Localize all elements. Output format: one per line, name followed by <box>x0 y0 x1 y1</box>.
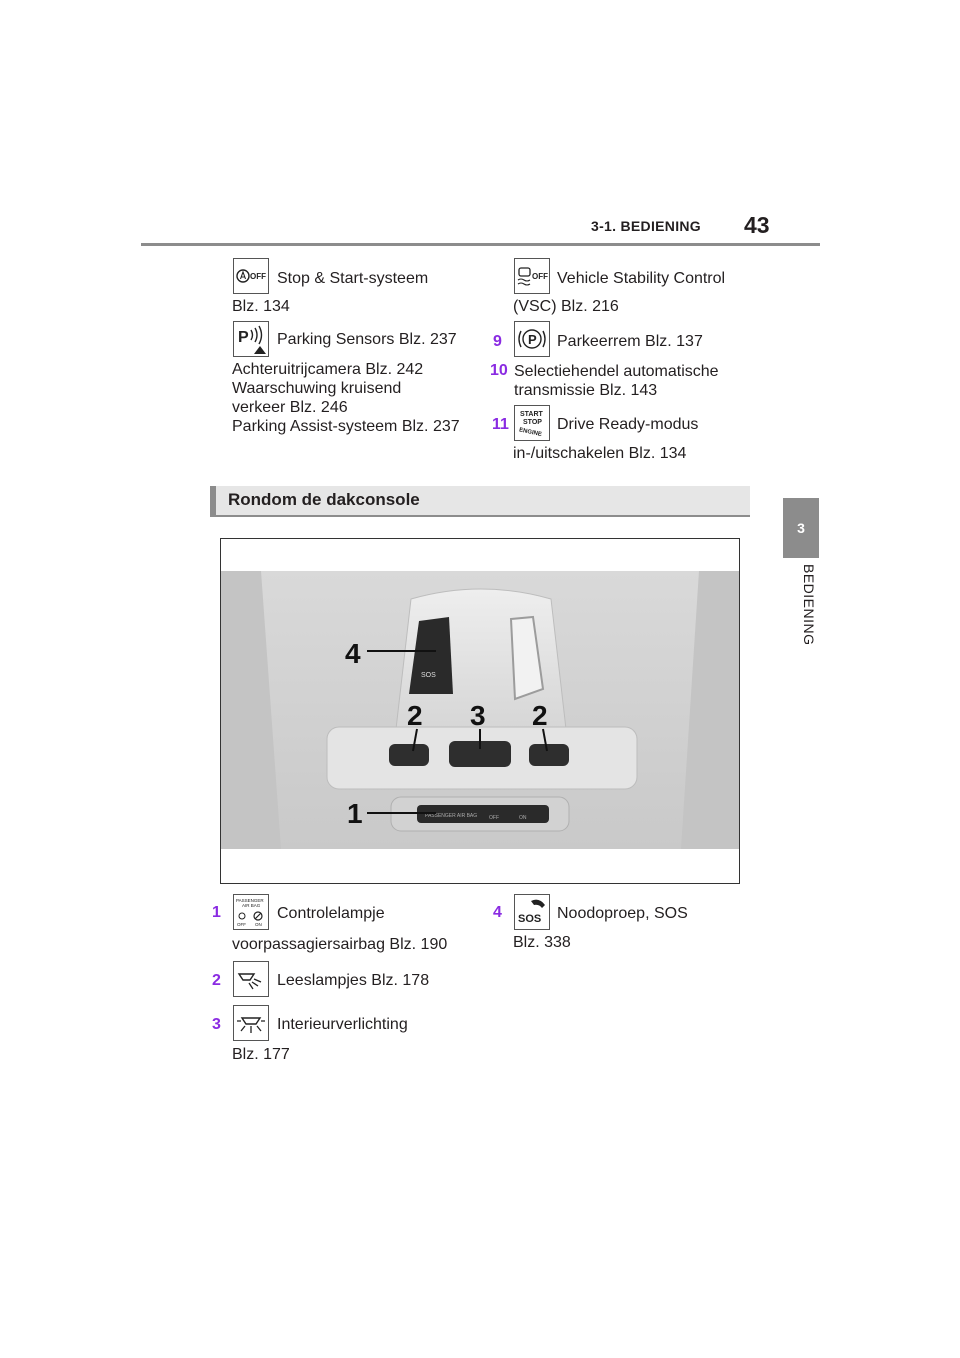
parking-brake-icon <box>514 321 550 357</box>
section-heading <box>210 486 750 516</box>
airbag-on-text: ON <box>519 815 527 821</box>
stop-text: STOP <box>523 419 542 426</box>
section-rule <box>210 515 750 517</box>
left-reading-lamp-button <box>389 744 429 766</box>
item-drive-ready-page: in-/uitschakelen Blz. 134 <box>513 445 687 462</box>
brake-p-text: P <box>528 332 537 347</box>
item-number-4: 4 <box>493 904 502 921</box>
item-number-9: 9 <box>493 333 502 350</box>
item-sos-title: Noodoproep, SOS <box>557 905 688 922</box>
auto-stop-start-off-icon <box>233 258 269 294</box>
chapter-tab-number: 3 <box>783 498 819 558</box>
a-off-text: OFF <box>250 272 266 281</box>
right-reading-lamp-button <box>529 744 569 766</box>
item-stop-start-page: Blz. 134 <box>232 298 290 315</box>
item-reading-lamp-title: Leeslampjes Blz. 178 <box>277 972 430 989</box>
page-number: 43 <box>744 212 770 238</box>
chapter-tab-label: BEDIENING <box>801 564 817 646</box>
icon-airbag-text: AIR BAG <box>242 903 261 908</box>
item-airbag-page: voorpassagiersairbag Blz. 190 <box>232 936 448 953</box>
sos-button-text: SOS <box>421 672 436 679</box>
parking-sensors-icon <box>233 321 269 357</box>
item-parking-brake-title: Parkeerrem Blz. 137 <box>557 333 703 350</box>
icon-off-text: OFF <box>237 922 246 927</box>
icon-sos-text: SOS <box>518 913 542 925</box>
item-stop-start-title: Stop & Start-systeem <box>277 270 429 287</box>
callout-label-4: 4 <box>345 638 361 669</box>
interior-light-icon <box>233 1005 269 1041</box>
item-sos-page: Blz. 338 <box>513 934 571 951</box>
item-vsc-page: (VSC) Blz. 216 <box>513 298 619 315</box>
engine-text: ENGINE <box>518 427 543 438</box>
airbag-display-text: PASSENGER AIR BAG <box>425 813 478 819</box>
callout-label-1: 1 <box>347 798 363 829</box>
item-interior-light-title: Interieurverlichting <box>277 1016 408 1033</box>
callout-label-2-left: 2 <box>407 700 423 731</box>
start-text: START <box>520 411 543 418</box>
item-drive-ready-title: Drive Ready-modus <box>557 416 699 433</box>
vsc-off-icon <box>514 258 550 294</box>
item-rear-camera: Achteruitrijcamera Blz. 242 <box>232 361 424 378</box>
roof-console-figure <box>220 538 740 884</box>
item-number-10: 10 <box>490 362 508 379</box>
airbag-off-text: OFF <box>489 815 499 821</box>
running-header-section: 3-1. BEDIENING <box>591 218 701 234</box>
p-letter-text: P <box>238 329 249 346</box>
reading-lamp-icon <box>233 961 269 997</box>
item-selector-line2: transmissie Blz. 143 <box>514 382 658 399</box>
item-parking-sensors-title: Parking Sensors Blz. 237 <box>277 331 457 348</box>
icon-on-text: ON <box>255 922 262 927</box>
item-cross-traffic-line2: verkeer Blz. 246 <box>232 399 348 416</box>
item-number-3: 3 <box>212 1016 221 1033</box>
item-number-11: 11 <box>492 416 509 433</box>
item-interior-light-page: Blz. 177 <box>232 1046 290 1063</box>
callout-label-2-right: 2 <box>532 700 548 731</box>
item-cross-traffic-line1: Waarschuwing kruisend <box>232 380 402 397</box>
start-stop-engine-icon <box>514 405 550 441</box>
item-selector-line1: Selectiehendel automatische <box>514 363 719 380</box>
item-number-2: 2 <box>212 972 221 989</box>
item-parking-assist: Parking Assist-systeem Blz. 237 <box>232 418 460 435</box>
icon-passenger-text: PASSENGER <box>236 898 264 903</box>
item-vsc-title: Vehicle Stability Control <box>557 270 726 287</box>
item-airbag-title: Controlelampje <box>277 905 385 922</box>
sos-call-icon <box>514 894 550 930</box>
header-rule <box>141 243 820 246</box>
item-number-1: 1 <box>212 904 221 921</box>
vsc-off-text: OFF <box>532 272 548 281</box>
callout-label-3: 3 <box>470 700 486 731</box>
passenger-airbag-indicator-icon <box>233 894 269 930</box>
section-heading-text: Rondom de dakconsole <box>228 490 420 509</box>
